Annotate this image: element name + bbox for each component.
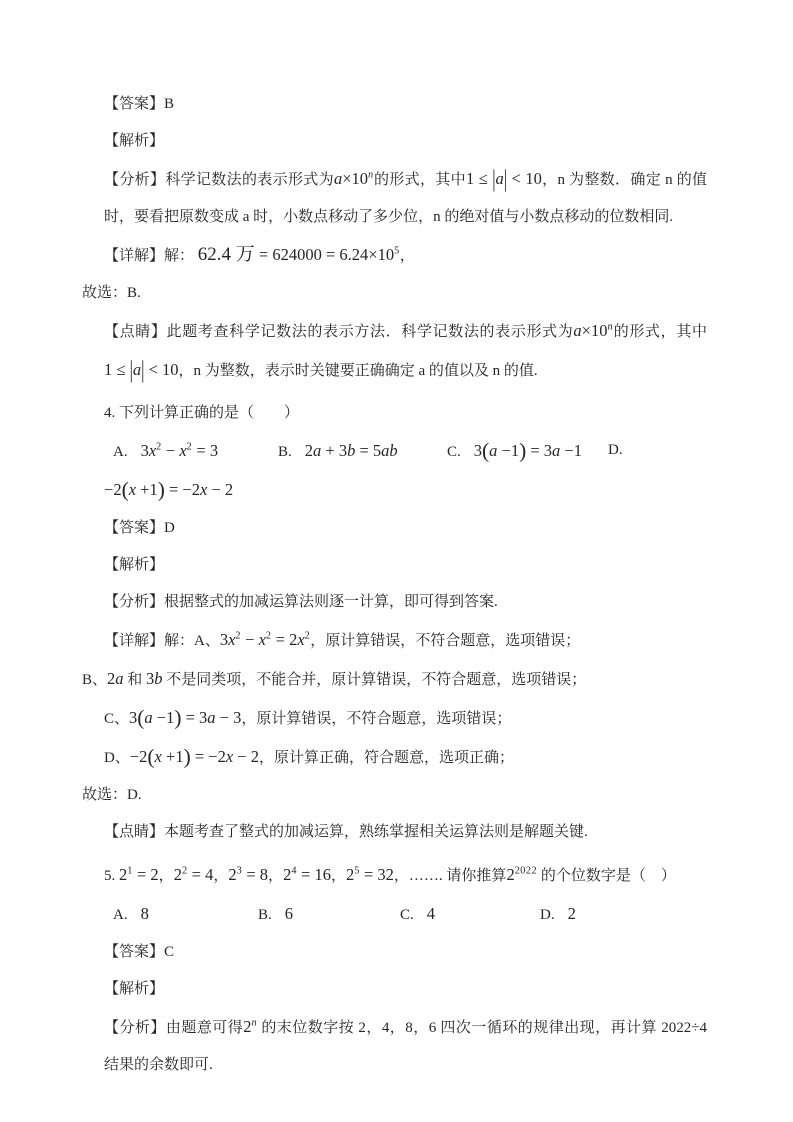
q4-answer [104, 510, 707, 547]
q4-stem [104, 395, 707, 432]
math-formula: $3x^2 - x^2 = 2x^2$ [219, 630, 311, 649]
q3-detail [104, 236, 707, 275]
q4-detail-a [104, 621, 707, 660]
text-run: 【点睛】此题考查科学记数法的表示方法．科学记数法的表示形式为 [104, 324, 574, 340]
math-formula: $2^1 = 2$ [119, 865, 159, 884]
text-run: ， [330, 868, 346, 884]
option-b [278, 432, 447, 471]
math-formula: $2^4 = 16$ [283, 865, 331, 884]
q4-note [104, 814, 707, 851]
q3-analysis-label [104, 123, 707, 160]
text-run: ，n 为整数．确定 n 的值时，要看把原数变成 a 时，小数点移动了多少位，n 的绝对值与小数点移动的位数相同. [104, 172, 708, 225]
math-formula: 1 ≤ |a| < 10 [104, 355, 179, 384]
text-run: 【详解】解：A、 [104, 633, 220, 649]
text-run: 【答案】B [104, 96, 175, 112]
text-run: ， [158, 868, 174, 884]
text-run: ， [268, 868, 284, 884]
math-formula: −2(x +1) = −2x − 2 [104, 477, 234, 502]
option-label: D. [540, 907, 555, 923]
q3-conclusion [82, 275, 707, 312]
text-run: 【答案】D [104, 520, 175, 536]
document-content [82, 86, 708, 1084]
math-formula: $a\times 10^n$ [573, 321, 614, 340]
math-formula: 1 ≤ |a| < 10 [465, 164, 542, 193]
text-run: ，原计算错误，不符合题意，选项错误； [310, 633, 581, 649]
text-run: ， [213, 868, 229, 884]
option-label: C. [400, 907, 414, 923]
q4-conclusion [82, 777, 707, 814]
math-formula: $a\times 10^n$ [333, 169, 374, 188]
text-run: 故选：B. [82, 285, 141, 301]
option-d [540, 895, 576, 934]
math-formula: 3b [146, 669, 163, 688]
math-formula: −2(x +1) = −2x − 2 [129, 744, 259, 769]
text-run: 【详解】解： [104, 248, 198, 264]
math-formula: 3(a −1) = 3a − 3 [129, 705, 242, 730]
text-run: 【分析】科学记数法的表示形式为 [104, 172, 334, 188]
text-run: 的个位数字是（ ） [537, 868, 676, 884]
text-run: 【解析】 [104, 133, 165, 149]
option-a [113, 895, 258, 934]
text-run: D、 [104, 750, 130, 766]
math-formula: 2$^n$ [243, 1017, 258, 1036]
math-formula: $2^2 = 4$ [173, 865, 214, 884]
math-formula: 6 [284, 904, 294, 923]
text-run: ， [399, 248, 415, 264]
q5-options [104, 895, 707, 934]
math-formula: 62.4 万 [197, 244, 255, 265]
text-run: 【点睛】本题考查了整式的加减运算，熟练掌握相关运算法则是解题关键. [104, 824, 588, 840]
math-formula: $2^5 = 32$ [346, 865, 394, 884]
text-run: 【解析】 [104, 981, 165, 997]
option-c [447, 432, 608, 471]
math-formula: $2^{2022}$ [506, 865, 538, 884]
option-a [113, 432, 278, 471]
q4-detail-d [104, 738, 707, 777]
q3-note [104, 312, 707, 390]
text-run: 和 [123, 672, 147, 688]
q3-analysis [104, 160, 707, 236]
q5-answer [104, 934, 707, 971]
text-run: 5. [104, 868, 119, 884]
option-label: B. [258, 907, 272, 923]
q5-analysis [104, 1008, 707, 1084]
option-label: B. [278, 444, 292, 460]
option-label: A. [113, 907, 128, 923]
q5-analysis-label [104, 971, 707, 1008]
math-formula: = $624000 = 6.24\times 10^5$ [258, 245, 400, 264]
option-label: C. [447, 444, 461, 460]
q3-answer [104, 86, 707, 123]
text-run: 的形式，其中 [613, 324, 707, 340]
math-formula: 2 [567, 904, 576, 923]
text-run: 故选：D. [82, 787, 142, 803]
q5-stem [104, 856, 707, 895]
text-run: ，n 为整数，表示时关键要正确确定 a 的值以及 n 的值. [178, 363, 538, 379]
text-run: 的末位数字按 2，4，8，6 四次一循环的规律出现，再计算 2022÷4 结果的余数即可. [104, 1020, 707, 1073]
text-run: 【分析】根据整式的加减运算法则逐一计算，即可得到答案. [104, 594, 498, 610]
math-formula: 4 [426, 904, 436, 923]
q4-analysis [104, 584, 707, 621]
option-b [258, 895, 400, 934]
q4-analysis-label [104, 547, 707, 584]
q4-options [104, 432, 707, 471]
text-run: B、 [82, 672, 108, 688]
text-run: 【答案】C [104, 944, 175, 960]
math-formula: 2a [107, 669, 124, 688]
text-run: 【解析】 [104, 557, 165, 573]
text-run: 【分析】由题意可得 [104, 1020, 244, 1036]
text-run: ，原计算正确，符合题意，选项正确； [258, 750, 514, 766]
math-formula: $3x^2 - x^2 = 3$ [140, 441, 219, 460]
text-run: 的形式，其中 [373, 172, 466, 188]
math-formula: $2^3 = 8$ [228, 865, 269, 884]
q4-option-d-formula [104, 471, 707, 510]
text-run: ，原计算错误，不符合题意，选项错误； [241, 711, 512, 727]
math-formula: 3(a −1) = 3a −1 [473, 438, 582, 463]
text-run: 不是同类项，不能合并，原计算错误，不符合题意，选项错误； [162, 672, 587, 688]
option-label: A. [113, 444, 128, 460]
math-formula: 8 [140, 904, 149, 923]
option-d [608, 432, 636, 471]
q4-detail-b [82, 660, 707, 699]
q4-detail-c [104, 699, 707, 738]
text-run: ，……. 请你推算 [393, 868, 507, 884]
option-label: D. [608, 442, 623, 458]
text-run: 4. 下列计算正确的是（ ） [104, 405, 300, 421]
math-formula: 2a + 3b = 5ab [304, 441, 398, 460]
text-run: C、 [104, 711, 130, 727]
option-c [400, 895, 540, 934]
